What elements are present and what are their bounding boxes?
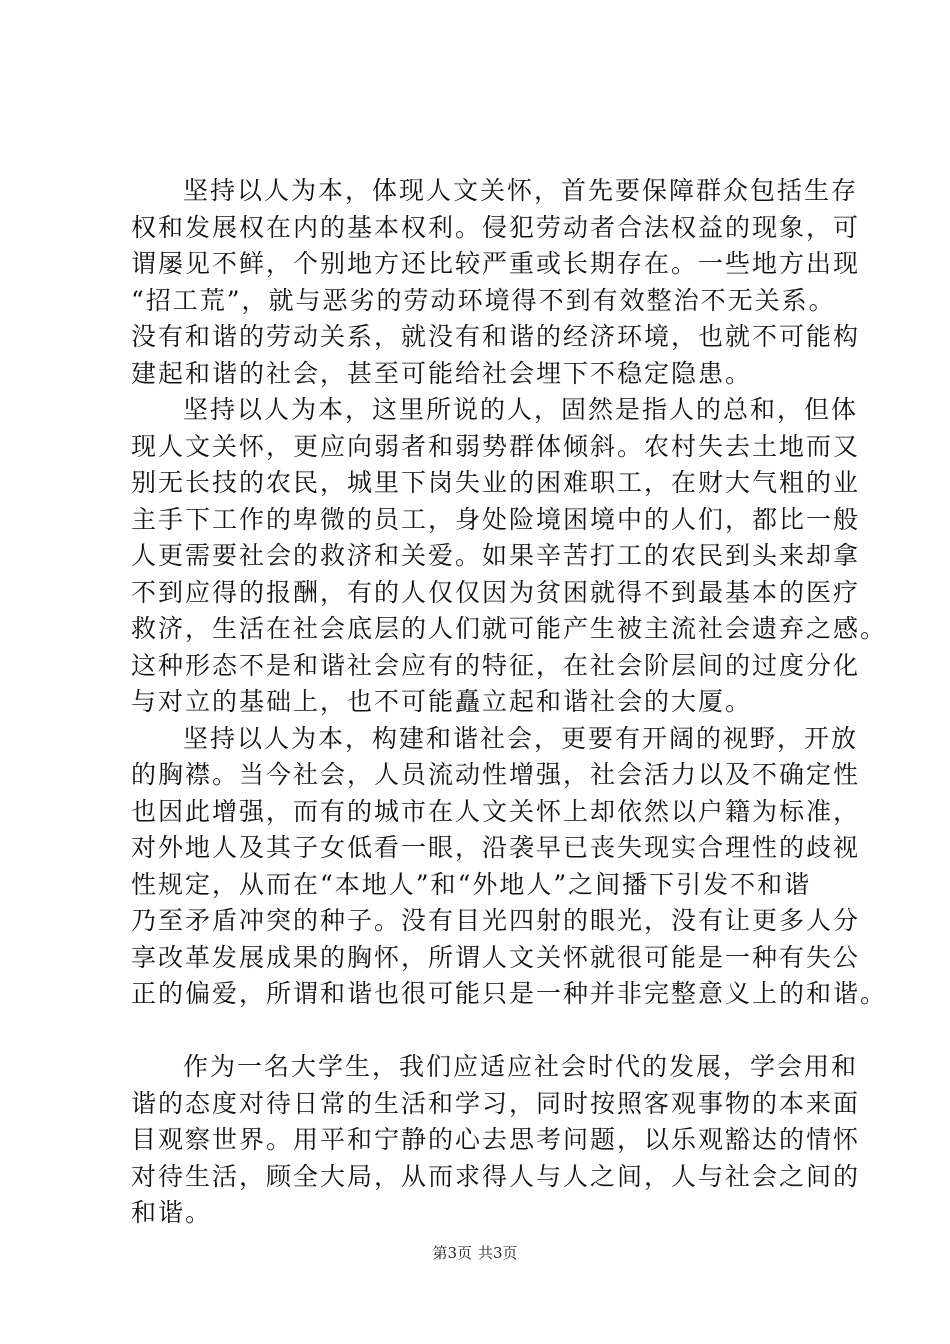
paragraph-line: 坚持以人为本，构建和谐社会，更要有开阔的视野，开放 <box>183 723 859 753</box>
paragraph-line: 别无长技的农民，城里下岗失业的困难职工，在财大气粗的业 <box>131 468 861 497</box>
page-total: 共3页 <box>478 1244 518 1262</box>
paragraph-line: 和谐。 <box>131 1198 213 1227</box>
page-number: 第3页 <box>432 1244 472 1262</box>
paragraph-line: 这种形态不是和谐社会应有的特征，在社会阶层间的过度分化 <box>131 650 861 680</box>
paragraph-line: 坚持以人为本，这里所说的人，固然是指人的总和，但体 <box>183 395 859 424</box>
paragraph-line: 作为一名大学生，我们应适应社会时代的发展，学会用和 <box>183 1052 859 1081</box>
paragraph-line: 对外地人及其子女低看一眼，沿袭早已丧失现实合理性的歧视 <box>131 833 861 862</box>
paragraph-3 <box>131 721 888 1013</box>
paragraph-line: 谐的态度对待日常的生活和学习，同时按照客观事物的本来面 <box>131 1088 861 1118</box>
paragraph-2 <box>131 392 888 721</box>
paragraph-1 <box>131 173 861 392</box>
paragraph-line: 乃至矛盾冲突的种子。没有目光四射的眼光，没有让更多人分 <box>131 906 861 935</box>
paragraph-line: 谓屡见不鲜，个别地方还比较严重或长期存在。一些地方出现 <box>131 249 861 278</box>
paragraph-line: 性规定，从而在“本地人”和“外地人”之间播下引发不和谐 <box>131 869 812 899</box>
paragraph-line: 人更需要社会的救济和关爱。如果辛苦打工的农民到头来却拿 <box>131 541 861 570</box>
paragraph-line: 救济，生活在社会底层的人们就可能产生被主流社会遗弃之感。 <box>131 614 888 643</box>
paragraph-line: 坚持以人为本，体现人文关怀，首先要保障群众包括生存 <box>183 176 859 205</box>
document-body <box>131 173 888 1232</box>
paragraph-line: 主手下工作的卑微的员工，身处险境困境中的人们，都比一般 <box>131 504 861 534</box>
paragraph-line: 不到应得的报酬，有的人仅仅因为贫困就得不到最基本的医疗 <box>131 577 861 607</box>
paragraph-line: 没有和谐的劳动关系，就没有和谐的经济环境，也就不可能构 <box>131 322 861 351</box>
paragraph-4 <box>131 1049 861 1232</box>
paragraph-line: 对待生活，顾全大局，从而求得人与人之间，人与社会之间的 <box>131 1161 861 1191</box>
paragraph-line: 也因此增强，而有的城市在人文关怀上却依然以户籍为标准， <box>131 796 861 826</box>
paragraph-line: 与对立的基础上，也不可能矗立起和谐社会的大厦。 <box>131 687 753 716</box>
paragraph-line: 目观察世界。用平和宁静的心去思考问题，以乐观豁达的情怀 <box>131 1125 861 1154</box>
paragraph-line: 的胸襟。当今社会，人员流动性增强，社会活力以及不确定性 <box>131 760 861 789</box>
paragraph-line: 正的偏爱，所谓和谐也很可能只是一种并非完整意义上的和谐。 <box>131 979 888 1008</box>
paragraph-spacer <box>131 1013 826 1050</box>
paragraph-line: 享改革发展成果的胸怀，所谓人文关怀就很可能是一种有失公 <box>131 942 861 972</box>
page-footer <box>0 1243 950 1263</box>
paragraph-line: “招工荒”，就与恶劣的劳动环境得不到有效整治不无关系。 <box>131 285 836 315</box>
paragraph-line: 现人文关怀，更应向弱者和弱势群体倾斜。农村失去土地而又 <box>131 431 861 461</box>
paragraph-line: 建起和谐的社会，甚至可能给社会埋下不稳定隐患。 <box>131 358 753 388</box>
paragraph-line: 权和发展权在内的基本权利。侵犯劳动者合法权益的现象，可 <box>131 212 861 242</box>
